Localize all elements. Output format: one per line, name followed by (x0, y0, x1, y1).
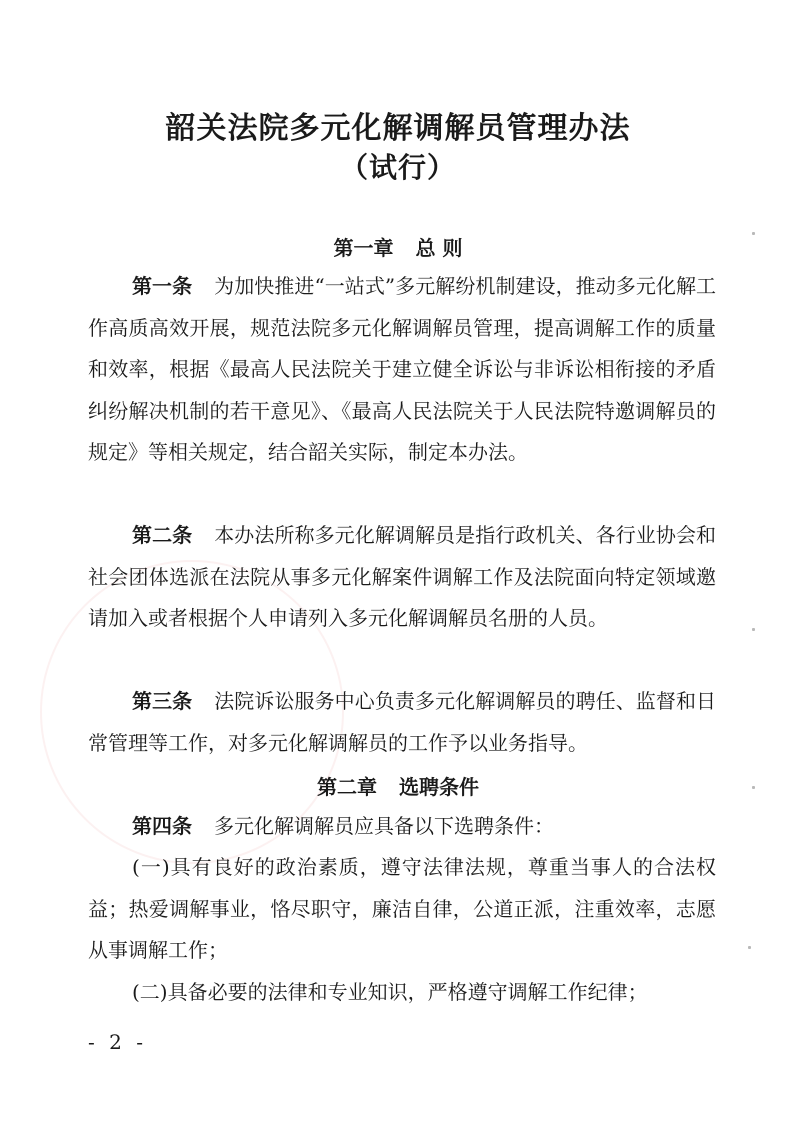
scan-speck (752, 232, 755, 235)
list-item-text: (二)具备必要的法律和专业知识，严格遵守调解工作纪律； (132, 980, 648, 1004)
article-text: 本办法所称多元化解调解员是指行政机关、各行业协会和社会团体选派在法院从事多元化解案件调解工作及法院面向特定领域邀请加入或者根据个人申请列入多元化解调解员名册的人员。 (88, 523, 717, 630)
article-paragraph (88, 515, 716, 640)
chapter-heading-2 (0, 771, 796, 800)
article-paragraph (88, 806, 716, 848)
article-text: 法院诉讼服务中心负责多元化解调解员的聘任、监督和日常管理等工作，对多元化解调解员的工作予以业务指导。 (88, 689, 717, 755)
article-text: 为加快推进“一站式”多元解纷机制建设，推动多元化解工作高质高效开展，规范法院多元化解调解员管理，提高调解工作的质量和效率，根据《最高人民法院关于建立健全诉讼与非诉讼相衔接的矛盾纠纷解决机制的若干意见》、《最高人民法院关于人民法院特邀调解员的规定》等相关规定，结合韶关实际，制定本办法。 (88, 274, 717, 464)
article-number: 第二条 (132, 523, 193, 547)
document-title: 韶关法院多元化解调解员管理办法 (165, 111, 631, 146)
chapter-number: 第一章 (333, 236, 394, 260)
scan-speck (748, 946, 751, 949)
scan-speck (752, 786, 755, 789)
chapter-name: 选聘条件 (399, 775, 479, 799)
page-number: - 2 - (88, 1030, 147, 1054)
scan-speck (752, 628, 755, 631)
article-number: 第四条 (132, 814, 192, 838)
chapter-number: 第二章 (317, 775, 377, 799)
list-item-text: (一)具有良好的政治素质，遵守法律法规，尊重当事人的合法权益；热爱调解事业，恪尽职守，廉洁自律，公道正派，注重效率，志愿从事调解工作； (88, 855, 716, 962)
list-item-paragraph (88, 847, 716, 972)
article-number: 第三条 (132, 689, 193, 713)
article-paragraph (88, 266, 716, 474)
article-number: 第一条 (132, 274, 193, 298)
list-item-paragraph (88, 972, 716, 1014)
chapter-heading-1 (0, 232, 796, 261)
document-subtitle: （试行） (339, 151, 456, 184)
article-paragraph (88, 681, 716, 764)
chapter-name: 总 则 (415, 236, 463, 260)
article-text: 多元化解调解员应具备以下选聘条件： (214, 814, 554, 838)
